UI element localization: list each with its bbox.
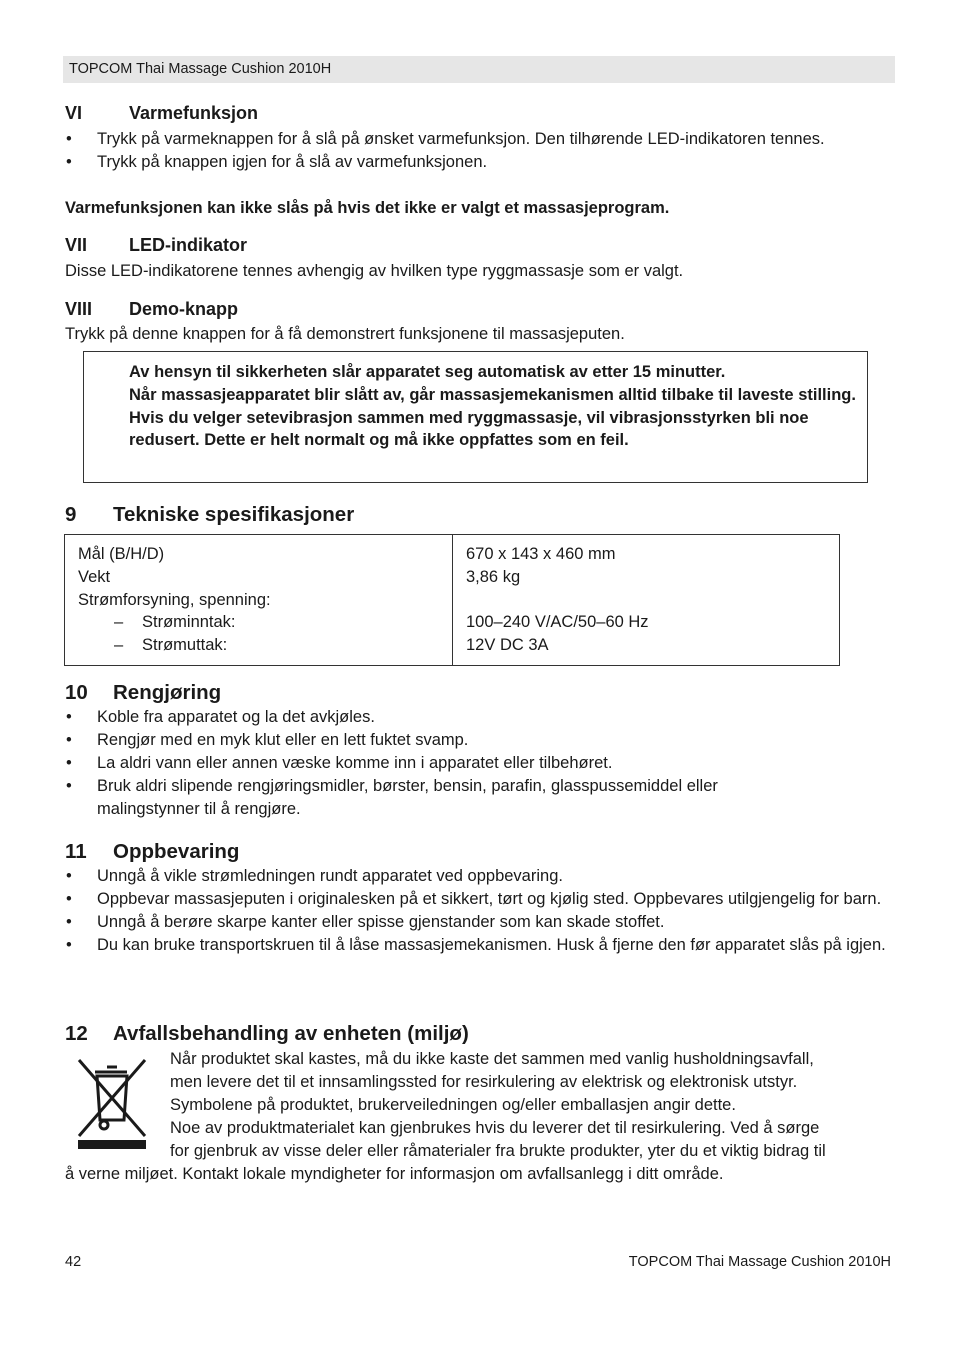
list-item: • Trykk på knappen igjen for å slå av varmefunksjonen. <box>65 151 865 174</box>
dash-marker: – <box>114 613 124 632</box>
section-number: 12 <box>65 1022 88 1045</box>
safety-notice-line: Når massasjeapparatet blir slått av, går massasjemekanismen alltid tilbake til laveste stilling. <box>129 385 856 404</box>
subsection-title: Demo-knapp <box>129 299 239 319</box>
spec-table <box>64 534 840 666</box>
paragraph-line: men levere det til et innsamlingssted for resirkulering av elektrisk og elektronisk utstyr. <box>170 1073 798 1091</box>
list-item: • Rengjør med en myk klut eller en lett fuktet svamp. <box>65 729 815 752</box>
list-item: • Oppbevar massasjeputen i originalesken på et sikkert, tørt og kjølig sted. Oppbevares utilgjengelig for barn. <box>65 888 895 911</box>
safety-notice-line: Av hensyn til sikkerheten slår apparatet seg automatisk av etter 15 minutter. <box>129 363 726 381</box>
subsection-number: VI <box>65 103 83 123</box>
section-number: 9 <box>65 503 77 526</box>
running-header <box>63 56 895 83</box>
safety-notice-box <box>83 351 868 483</box>
subsection-heading-vii <box>65 233 247 257</box>
spec-sublabel-row <box>78 611 271 634</box>
spec-sublabel: Strøminntak: <box>142 613 236 632</box>
section-title: Oppbevaring <box>113 840 240 863</box>
subsection-title: Varmefunksjon <box>129 103 259 123</box>
crossed-out-wheelie-bin-icon <box>77 1058 147 1150</box>
bullet-list-vi <box>65 128 865 174</box>
safety-notice-text <box>129 361 859 452</box>
subsection-heading-vi <box>65 101 258 125</box>
section-title: Rengjøring <box>113 681 222 704</box>
spec-value: 12V DC 3A <box>466 636 549 655</box>
section-number: 10 <box>65 681 88 704</box>
demo-paragraph: Trykk på denne knappen for å få demonstrert funksjonene til massasjeputen. <box>65 325 625 343</box>
spec-label: Vekt <box>78 567 111 586</box>
section-heading-12 <box>65 1021 469 1047</box>
spec-value <box>466 589 649 612</box>
paragraph-line: Symbolene på produktet, brukerveiledningen og/eller emballasjen angir dette. <box>170 1096 736 1114</box>
dash-marker: – <box>114 636 124 655</box>
disposal-paragraph <box>170 1048 895 1163</box>
led-paragraph: Disse LED-indikatorene tennes avhengig av hvilken type ryggmassasje som er valgt. <box>65 262 684 280</box>
safety-notice-line: Hvis du velger setevibrasjon sammen med ryggmassasje, vil vibrasjonsstyrken bli noe redusert. Dette er helt normalt og må ikke oppfattes som en feil. <box>129 408 809 450</box>
spec-value-column <box>466 543 649 657</box>
subsection-number: VII <box>65 235 88 255</box>
section-heading-10 <box>65 680 221 706</box>
spec-sublabel-row <box>78 634 271 657</box>
paragraph-line: Noe av produktmaterialet kan gjenbrukes hvis du leverer det til resirkulering. Ved å sørge <box>170 1119 820 1137</box>
spec-value: 100–240 V/AC/50–60 Hz <box>466 613 649 632</box>
spec-label-column <box>78 543 271 657</box>
page-number: 42 <box>65 1254 82 1270</box>
list-item: • Du kan bruke transportskruen til å låse massasjemekanismen. Husk å fjerne den før apparatet slås på igjen. <box>65 934 895 957</box>
section-title: Avfallsbehandling av enheten (miljø) <box>113 1022 469 1045</box>
header-title: TOPCOM Thai Massage Cushion 2010H <box>69 61 332 77</box>
list-item: • La aldri vann eller annen væske komme inn i apparatet eller tilbehøret. <box>65 752 815 775</box>
paragraph-line: for gjenbruk av visse deler eller råmaterialer fra brukte produkter, yter du et viktig bidrag til <box>170 1142 826 1160</box>
subsection-title: LED-indikator <box>129 235 248 255</box>
spec-value: 670 x 143 x 460 mm <box>466 545 616 563</box>
section-title: Tekniske spesifikasjoner <box>113 503 355 526</box>
bullet-list-10 <box>65 706 815 821</box>
spec-sublabel: Strømuttak: <box>142 636 228 655</box>
list-item: • Unngå å berøre skarpe kanter eller spisse gjenstander som kan skade stoffet. <box>65 911 895 934</box>
section-heading-9 <box>65 502 354 528</box>
table-divider <box>452 535 453 665</box>
bullet-list-11 <box>65 865 895 957</box>
spec-label: Strømforsyning, spenning: <box>78 590 271 609</box>
subsection-heading-viii <box>65 297 238 321</box>
disposal-paragraph-last-line: å verne miljøet. Kontakt lokale myndigheter for informasjon om avfallsanlegg i ditt område. <box>65 1165 724 1183</box>
list-item: • Koble fra apparatet og la det avkjøles. <box>65 706 815 729</box>
footer-title: TOPCOM Thai Massage Cushion 2010H <box>628 1254 891 1270</box>
paragraph-line: Når produktet skal kastes, må du ikke kaste det sammen med vanlig husholdningsavfall, <box>170 1050 814 1068</box>
heat-note: Varmefunksjonen kan ikke slås på hvis det ikke er valgt et massasjeprogram. <box>65 199 670 217</box>
list-item: • Bruk aldri slipende rengjøringsmidler, børster, bensin, parafin, glasspussemiddel eller malingstynner til å rengjøre. <box>65 775 815 821</box>
list-item: • Trykk på varmeknappen for å slå på ønsket varmefunksjon. Den tilhørende LED-indikatoren tennes. <box>65 128 865 151</box>
list-item: • Unngå å vikle strømledningen rundt apparatet ved oppbevaring. <box>65 865 895 888</box>
spec-value: 3,86 kg <box>466 567 521 586</box>
subsection-number: VIII <box>65 299 93 319</box>
section-heading-11 <box>65 839 239 865</box>
section-number: 11 <box>65 840 87 863</box>
spec-label: Mål (B/H/D) <box>78 545 165 563</box>
